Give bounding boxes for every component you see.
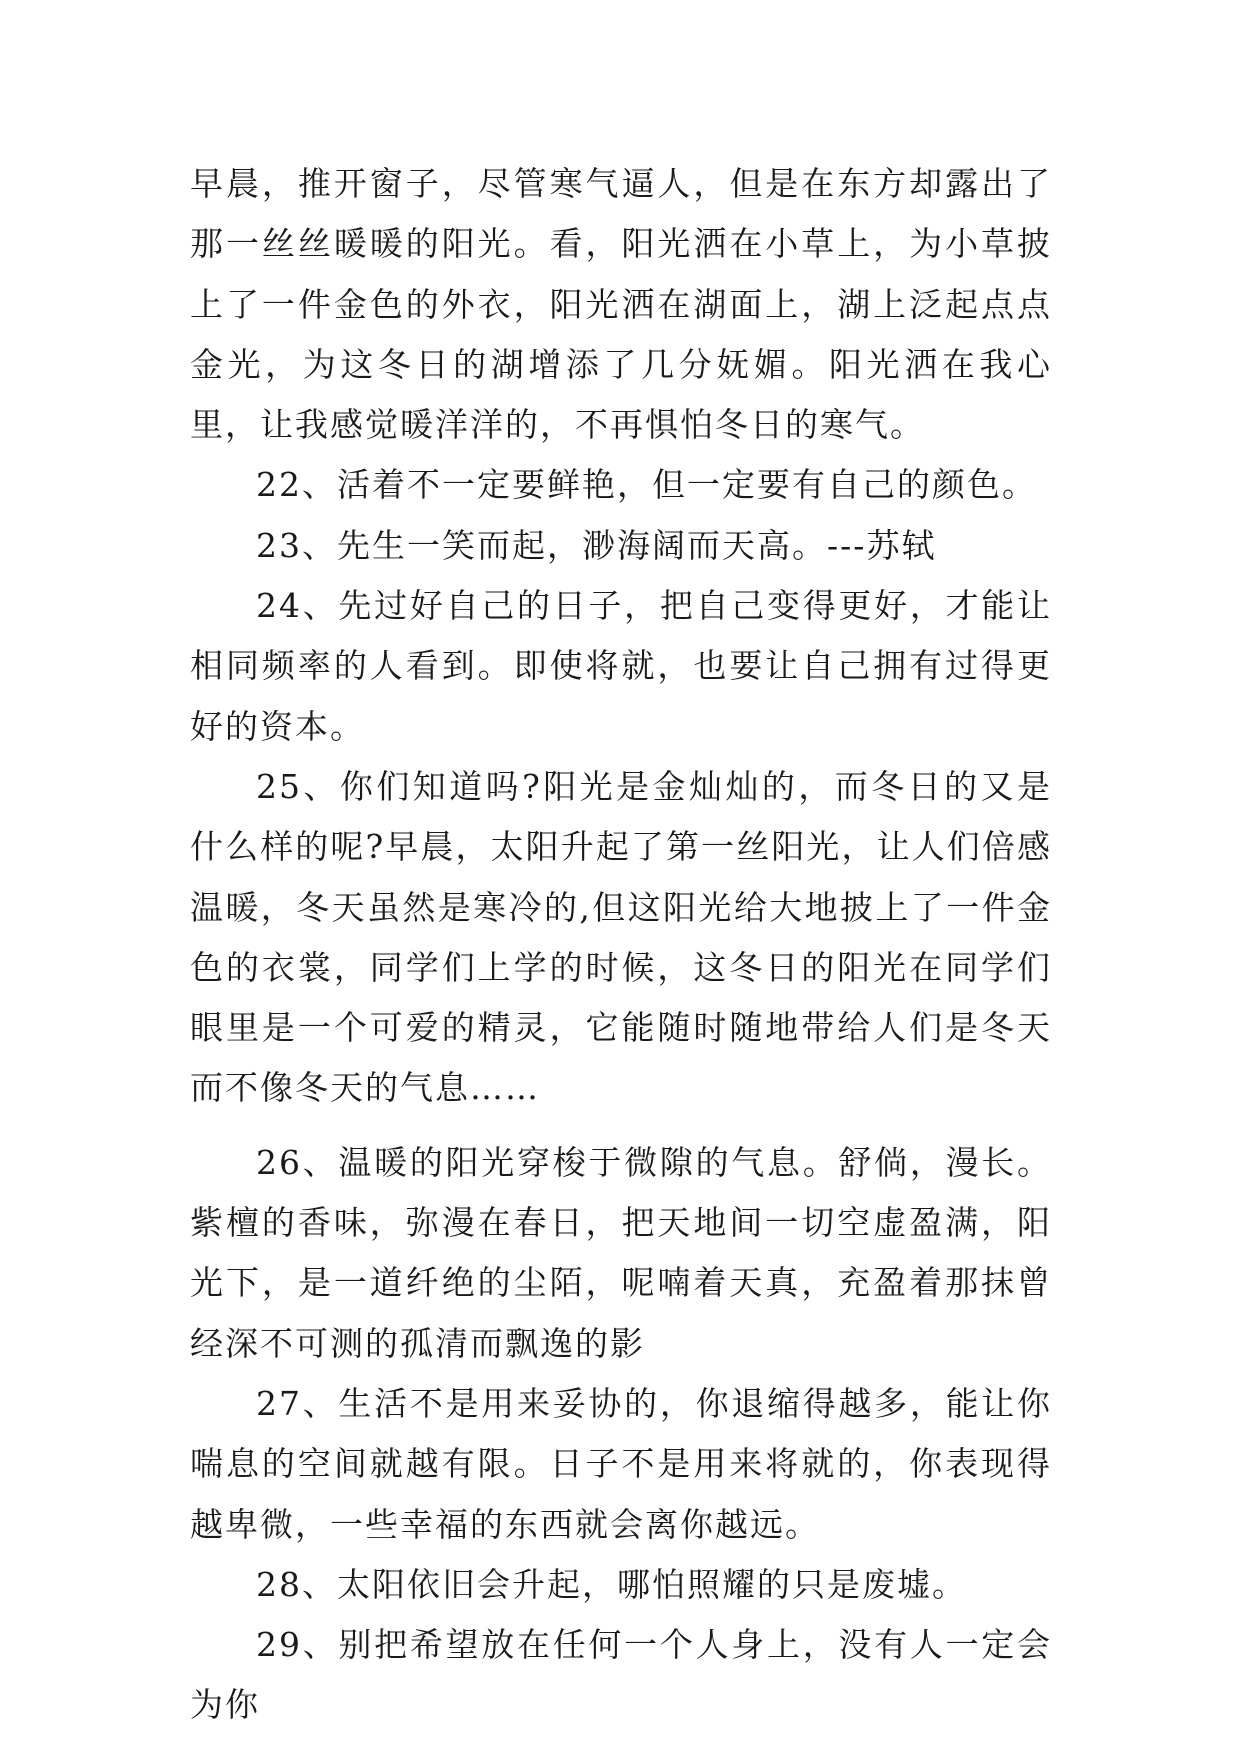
paragraph-25: 25、你们知道吗?阳光是金灿灿的，而冬日的又是什么样的呢?早晨，太阳升起了第一丝阳光，让人们倍感温暖，冬天虽然是寒冷的,但这阳光给大地披上了一件金色的衣裳，同学们上学的时候，这冬日的阳光在同学们眼里是一个可爱的精灵，它能随时随地带给人们是冬天而不像冬天的气息…… [190,766,1052,1108]
paragraph-intro: 早晨，推开窗子，尽管寒气逼人，但是在东方却露出了那一丝丝暖暖的阳光。看，阳光洒在小草上，为小草披上了一件金色的外衣，阳光洒在湖面上，湖上泛起点点金光，为这冬日的湖增添了几分妩媚。阳光洒在我心里，让我感觉暖洋洋的，不再惧怕冬日的寒气。 [190,164,1052,445]
paragraph-28: 28、太阳依旧会升起，哪怕照耀的只是废墟。 [256,1564,967,1604]
paragraph-22: 22、活着不一定要鲜艳，但一定要有自己的颜色。 [256,465,1037,505]
paragraph-24: 24、先过好自己的日子，把自己变得更好，才能让相同频率的人看到。即使将就，也要让自己拥有过得更好的资本。 [190,586,1052,746]
paragraph-29: 29、别把希望放在任何一个人身上，没有人一定会为你 [190,1625,1052,1725]
paragraph-23: 23、先生一笑而起，渺海阔而天高。---苏轼 [256,525,937,565]
paragraph-26: 26、温暖的阳光穿梭于微隙的气息。舒倘，漫长。紫檀的香味，弥漫在春日，把天地间一切空虚盈满，阳光下，是一道纤绝的尘陌，呢喃着天真，充盈着那抹曾经深不可测的孤清而飘逸的影 [190,1142,1052,1363]
document-page [190,154,1052,1736]
paragraph-27: 27、生活不是用来妥协的，你退缩得越多，能让你喘息的空间就越有限。日子不是用来将就的，你表现得越卑微，一些幸福的东西就会离你越远。 [190,1383,1052,1544]
